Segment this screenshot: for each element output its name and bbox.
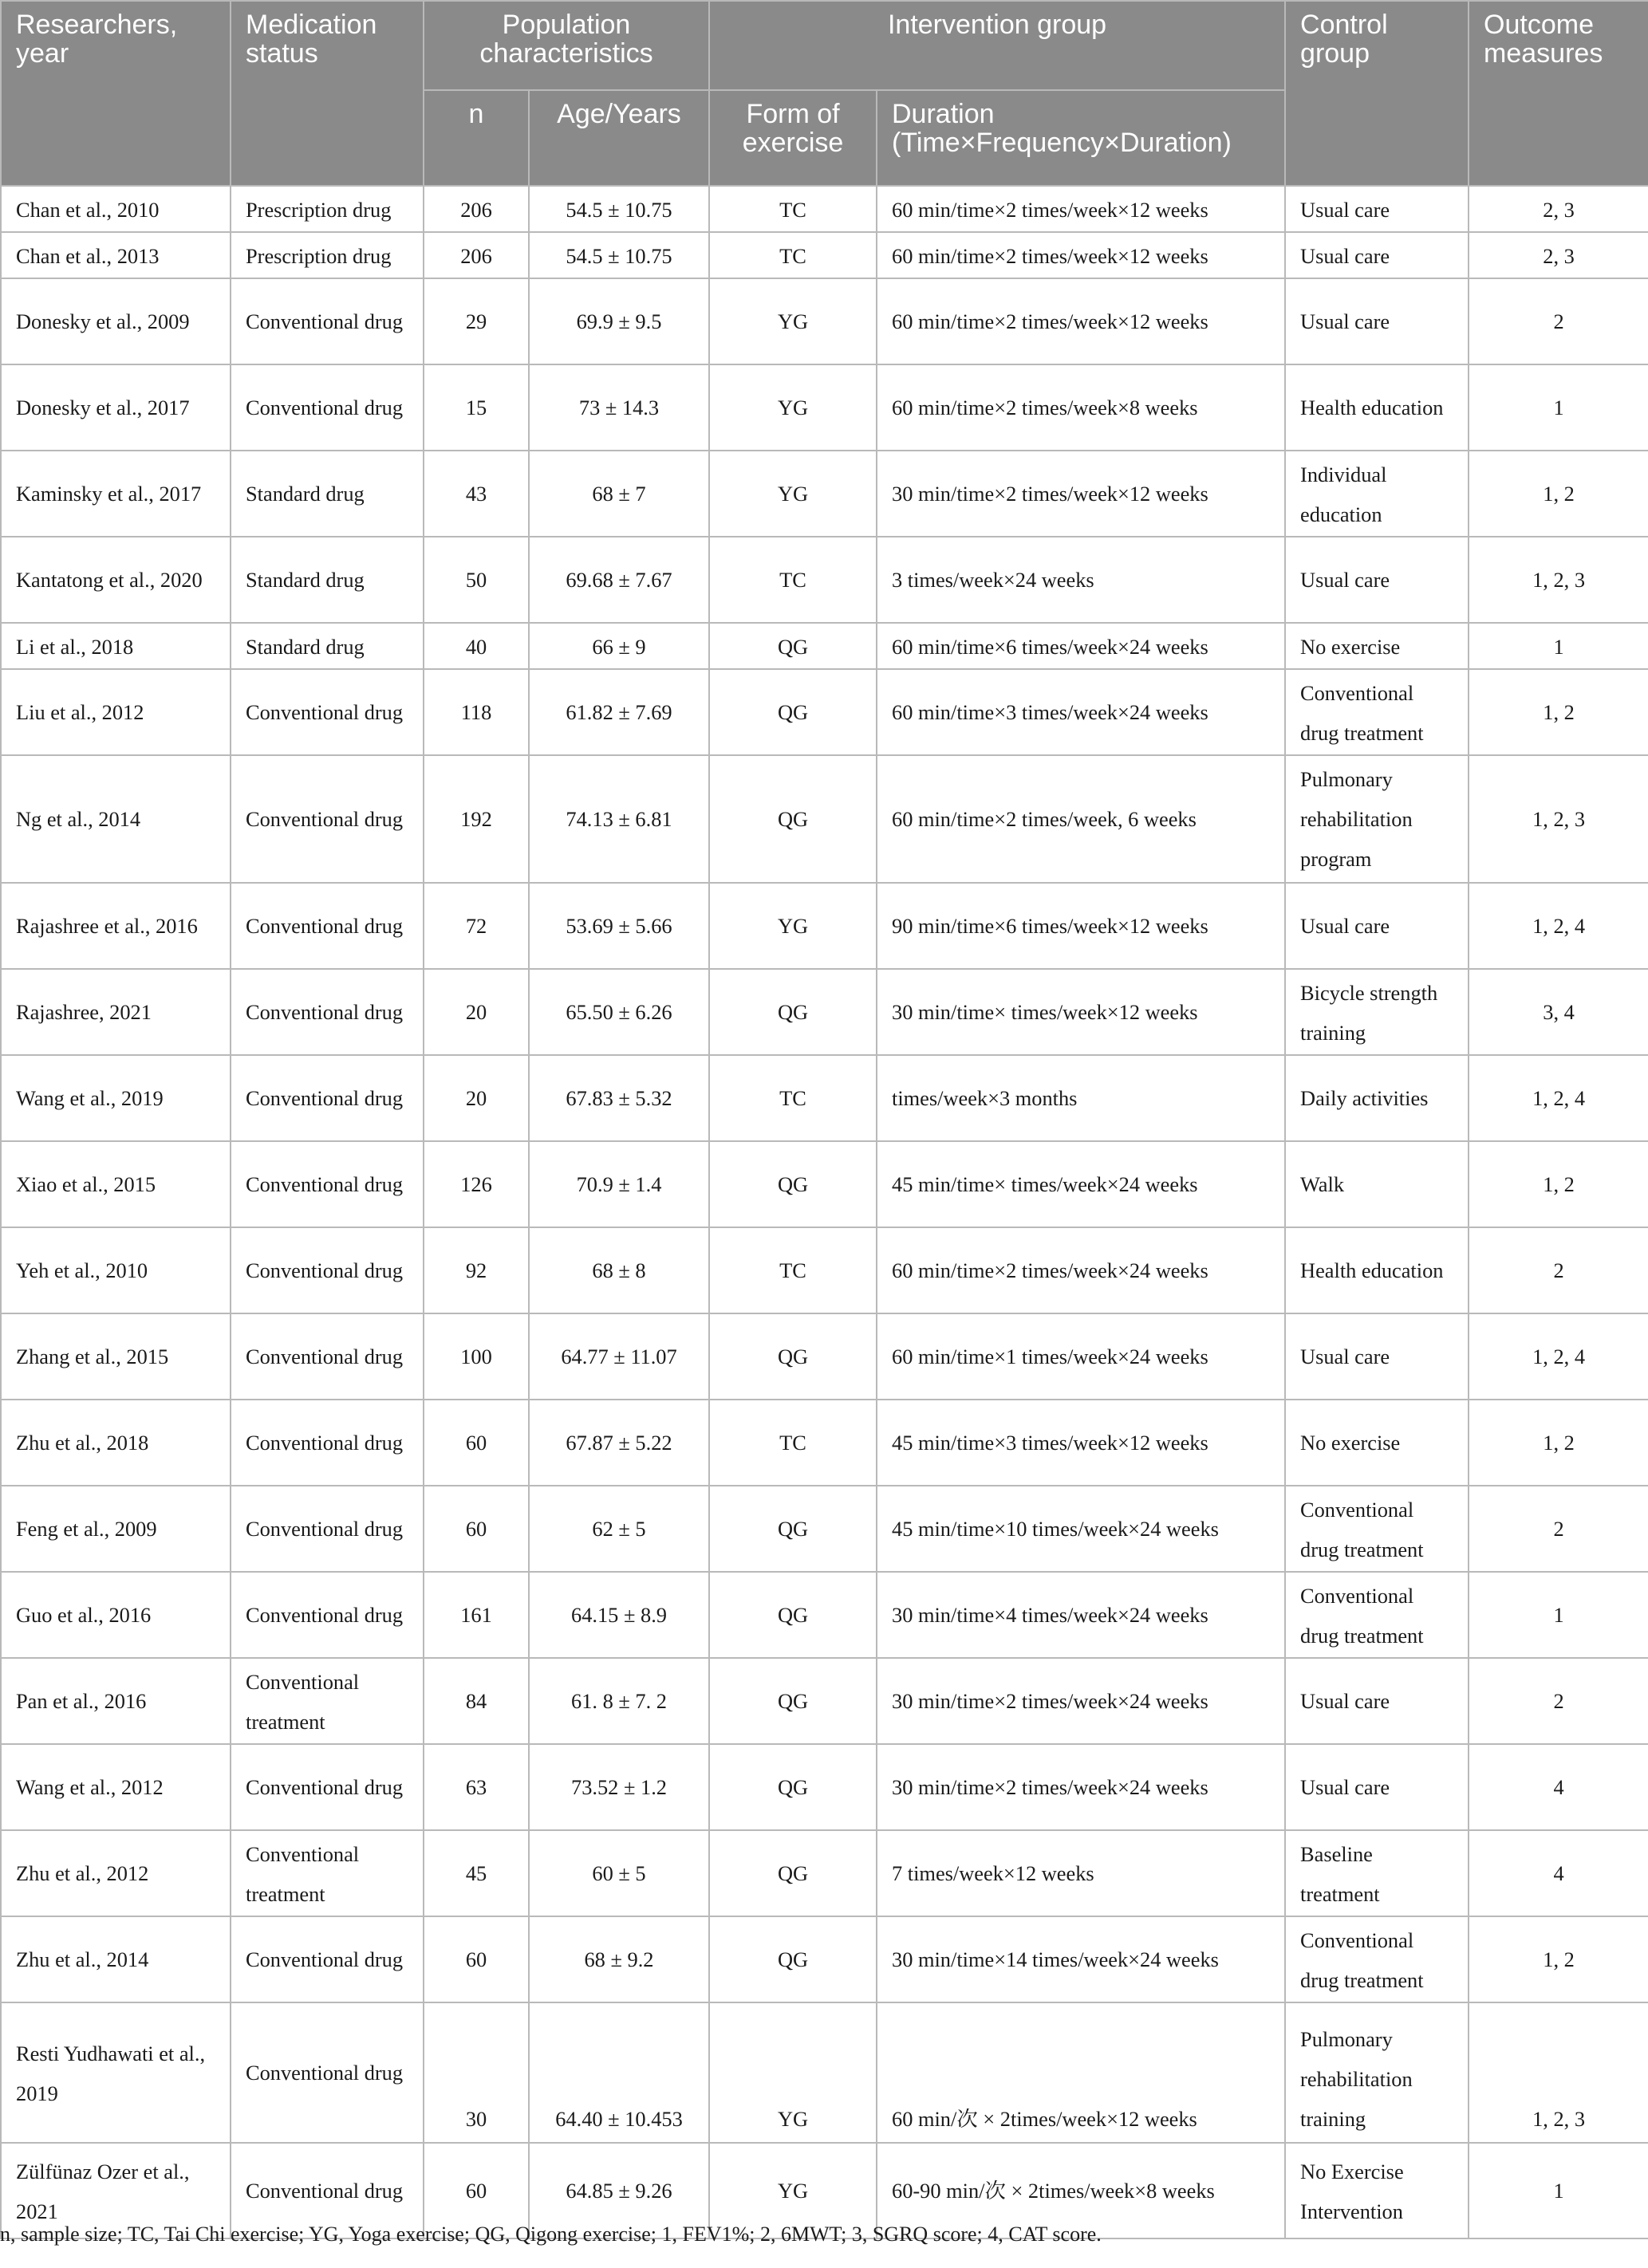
cell-medication-status: Standard drug — [231, 451, 424, 537]
cell-n: 118 — [424, 669, 529, 755]
cell-age: 60 ± 5 — [529, 1830, 709, 1916]
cell-outcome-measures: 1, 2, 4 — [1469, 1313, 1648, 1400]
cell-control-group: Conventional drug treatment — [1285, 1572, 1469, 1658]
cell-researchers: Kantatong et al., 2020 — [1, 537, 231, 623]
table-row — [1, 278, 1648, 364]
cell-duration: 60 min/time×2 times/week×24 weeks — [877, 1227, 1285, 1313]
cell-duration: 60 min/次 × 2times/week×12 weeks — [877, 2002, 1285, 2143]
cell-age: 66 ± 9 — [529, 623, 709, 669]
cell-n: 20 — [424, 969, 529, 1055]
header-form-of-exercise: Form of exercise — [709, 90, 877, 186]
cell-medication-status: Conventional drug — [231, 1055, 424, 1141]
cell-form-of-exercise: QG — [709, 1916, 877, 2002]
cell-age: 64.15 ± 8.9 — [529, 1572, 709, 1658]
cell-researchers: Yeh et al., 2010 — [1, 1227, 231, 1313]
table-row — [1, 1400, 1648, 1486]
cell-researchers: Liu et al., 2012 — [1, 669, 231, 755]
table-row — [1, 232, 1648, 278]
cell-n: 84 — [424, 1658, 529, 1744]
cell-age: 64.77 ± 11.07 — [529, 1313, 709, 1400]
header-intervention-group: Intervention group — [709, 1, 1285, 90]
cell-duration: 60-90 min/次 × 2times/week×8 weeks — [877, 2143, 1285, 2238]
cell-medication-status: Conventional drug — [231, 669, 424, 755]
cell-medication-status: Conventional drug — [231, 364, 424, 451]
cell-medication-status: Conventional drug — [231, 1141, 424, 1227]
cell-duration: 60 min/time×2 times/week×12 weeks — [877, 278, 1285, 364]
cell-form-of-exercise: QG — [709, 1141, 877, 1227]
cell-medication-status: Conventional drug — [231, 1572, 424, 1658]
cell-researchers: Kaminsky et al., 2017 — [1, 451, 231, 537]
table-row — [1, 451, 1648, 537]
cell-control-group: Conventional drug treatment — [1285, 1916, 1469, 2002]
cell-form-of-exercise: QG — [709, 1830, 877, 1916]
table-row — [1, 1572, 1648, 1658]
cell-outcome-measures: 2 — [1469, 1486, 1648, 1572]
cell-form-of-exercise: YG — [709, 364, 877, 451]
cell-medication-status: Conventional drug — [231, 278, 424, 364]
cell-n: 161 — [424, 1572, 529, 1658]
cell-control-group: Bicycle strength training — [1285, 969, 1469, 1055]
cell-n: 50 — [424, 537, 529, 623]
table-row — [1, 1744, 1648, 1830]
cell-medication-status: Prescription drug — [231, 186, 424, 232]
cell-form-of-exercise: YG — [709, 278, 877, 364]
cell-form-of-exercise: QG — [709, 623, 877, 669]
cell-duration: 45 min/time× times/week×24 weeks — [877, 1141, 1285, 1227]
cell-age: 69.9 ± 9.5 — [529, 278, 709, 364]
cell-outcome-measures: 1, 2 — [1469, 1400, 1648, 1486]
cell-age: 53.69 ± 5.66 — [529, 883, 709, 969]
cell-form-of-exercise: QG — [709, 669, 877, 755]
cell-n: 40 — [424, 623, 529, 669]
cell-medication-status: Conventional drug — [231, 1227, 424, 1313]
cell-age: 61.82 ± 7.69 — [529, 669, 709, 755]
cell-researchers: Chan et al., 2010 — [1, 186, 231, 232]
cell-medication-status: Conventional drug — [231, 969, 424, 1055]
cell-age: 67.87 ± 5.22 — [529, 1400, 709, 1486]
cell-age: 74.13 ± 6.81 — [529, 755, 709, 883]
cell-form-of-exercise: QG — [709, 1572, 877, 1658]
cell-form-of-exercise: TC — [709, 1400, 877, 1486]
header-age: Age/Years — [529, 90, 709, 186]
header-population-characteristics: Population characteristics — [424, 1, 709, 90]
cell-duration: 30 min/time×2 times/week×24 weeks — [877, 1744, 1285, 1830]
cell-researchers: Feng et al., 2009 — [1, 1486, 231, 1572]
cell-outcome-measures: 1, 2 — [1469, 669, 1648, 755]
cell-control-group: Usual care — [1285, 1658, 1469, 1744]
cell-age: 61. 8 ± 7. 2 — [529, 1658, 709, 1744]
table-row — [1, 1830, 1648, 1916]
cell-n: 100 — [424, 1313, 529, 1400]
table-footnote: n, sample size; TC, Tai Chi exercise; YG, Yoga exercise; QG, Qigong exercise; 1, FEV1%; 2, 6MWT; 3, SGRQ score; 4, CAT score. — [0, 2222, 1102, 2246]
table-row — [1, 1055, 1648, 1141]
cell-age: 68 ± 7 — [529, 451, 709, 537]
table-row — [1, 1658, 1648, 1744]
header-outcome-measures: Outcome measures — [1469, 1, 1648, 186]
cell-form-of-exercise: YG — [709, 2143, 877, 2238]
cell-medication-status: Conventional drug — [231, 1313, 424, 1400]
cell-duration: 60 min/time×2 times/week×12 weeks — [877, 186, 1285, 232]
header-control-group: Control group — [1285, 1, 1469, 186]
cell-outcome-measures: 1, 2, 3 — [1469, 537, 1648, 623]
cell-form-of-exercise: TC — [709, 537, 877, 623]
cell-n: 72 — [424, 883, 529, 969]
cell-control-group: Usual care — [1285, 883, 1469, 969]
cell-n: 15 — [424, 364, 529, 451]
cell-outcome-measures: 2, 3 — [1469, 232, 1648, 278]
cell-duration: 30 min/time×2 times/week×12 weeks — [877, 451, 1285, 537]
cell-control-group: Conventional drug treatment — [1285, 1486, 1469, 1572]
cell-researchers: Guo et al., 2016 — [1, 1572, 231, 1658]
cell-medication-status: Conventional drug — [231, 1744, 424, 1830]
cell-n: 60 — [424, 2143, 529, 2238]
cell-researchers: Wang et al., 2012 — [1, 1744, 231, 1830]
cell-control-group: Usual care — [1285, 1313, 1469, 1400]
cell-researchers: Ng et al., 2014 — [1, 755, 231, 883]
cell-form-of-exercise: QG — [709, 1658, 877, 1744]
cell-outcome-measures: 1 — [1469, 2143, 1648, 2238]
cell-medication-status: Conventional drug — [231, 2143, 424, 2238]
cell-duration: 7 times/week×12 weeks — [877, 1830, 1285, 1916]
cell-n: 63 — [424, 1744, 529, 1830]
cell-medication-status: Conventional drug — [231, 1916, 424, 2002]
cell-form-of-exercise: QG — [709, 1744, 877, 1830]
cell-n: 192 — [424, 755, 529, 883]
cell-researchers: Zhang et al., 2015 — [1, 1313, 231, 1400]
cell-form-of-exercise: QG — [709, 969, 877, 1055]
cell-duration: 30 min/time× times/week×12 weeks — [877, 969, 1285, 1055]
cell-researchers: Chan et al., 2013 — [1, 232, 231, 278]
cell-medication-status: Standard drug — [231, 623, 424, 669]
cell-control-group: Daily activities — [1285, 1055, 1469, 1141]
cell-age: 69.68 ± 7.67 — [529, 537, 709, 623]
cell-n: 60 — [424, 1400, 529, 1486]
cell-age: 54.5 ± 10.75 — [529, 232, 709, 278]
cell-researchers: Li et al., 2018 — [1, 623, 231, 669]
cell-researchers: Zülfünaz Ozer et al., 2021 — [1, 2143, 231, 2238]
cell-control-group: No exercise — [1285, 1400, 1469, 1486]
cell-medication-status: Conventional drug — [231, 883, 424, 969]
cell-outcome-measures: 4 — [1469, 1744, 1648, 1830]
cell-n: 45 — [424, 1830, 529, 1916]
cell-form-of-exercise: YG — [709, 451, 877, 537]
table-row — [1, 755, 1648, 883]
cell-duration: 3 times/week×24 weeks — [877, 537, 1285, 623]
cell-n: 29 — [424, 278, 529, 364]
cell-form-of-exercise: QG — [709, 1486, 877, 1572]
cell-control-group: Usual care — [1285, 1744, 1469, 1830]
cell-form-of-exercise: QG — [709, 755, 877, 883]
cell-n: 126 — [424, 1141, 529, 1227]
cell-duration: 90 min/time×6 times/week×12 weeks — [877, 883, 1285, 969]
cell-medication-status: Conventional treatment — [231, 1658, 424, 1744]
cell-duration: 60 min/time×1 times/week×24 weeks — [877, 1313, 1285, 1400]
cell-n: 60 — [424, 1916, 529, 2002]
cell-duration: 45 min/time×3 times/week×12 weeks — [877, 1400, 1285, 1486]
cell-outcome-measures: 1, 2 — [1469, 1141, 1648, 1227]
cell-outcome-measures: 1, 2 — [1469, 1916, 1648, 2002]
cell-control-group: Pulmonary rehabilitation program — [1285, 755, 1469, 883]
cell-outcome-measures: 1 — [1469, 623, 1648, 669]
cell-outcome-measures: 2 — [1469, 278, 1648, 364]
cell-age: 65.50 ± 6.26 — [529, 969, 709, 1055]
cell-outcome-measures: 1, 2, 3 — [1469, 755, 1648, 883]
header-n: n — [424, 90, 529, 186]
cell-researchers: Rajashree et al., 2016 — [1, 883, 231, 969]
cell-form-of-exercise: TC — [709, 186, 877, 232]
cell-control-group: Usual care — [1285, 186, 1469, 232]
cell-duration: 60 min/time×3 times/week×24 weeks — [877, 669, 1285, 755]
cell-researchers: Donesky et al., 2017 — [1, 364, 231, 451]
cell-medication-status: Prescription drug — [231, 232, 424, 278]
cell-duration: 30 min/time×4 times/week×24 weeks — [877, 1572, 1285, 1658]
cell-n: 30 — [424, 2002, 529, 2143]
cell-researchers: Resti Yudhawati et al., 2019 — [1, 2002, 231, 2143]
cell-medication-status: Conventional drug — [231, 1400, 424, 1486]
cell-researchers: Rajashree, 2021 — [1, 969, 231, 1055]
table-row — [1, 623, 1648, 669]
cell-duration: 60 min/time×2 times/week×12 weeks — [877, 232, 1285, 278]
cell-form-of-exercise: TC — [709, 1227, 877, 1313]
table-row — [1, 1486, 1648, 1572]
cell-duration: times/week×3 months — [877, 1055, 1285, 1141]
table-row — [1, 669, 1648, 755]
cell-duration: 30 min/time×2 times/week×24 weeks — [877, 1658, 1285, 1744]
cell-form-of-exercise: TC — [709, 1055, 877, 1141]
cell-age: 62 ± 5 — [529, 1486, 709, 1572]
table-row — [1, 537, 1648, 623]
cell-age: 54.5 ± 10.75 — [529, 186, 709, 232]
cell-duration: 45 min/time×10 times/week×24 weeks — [877, 1486, 1285, 1572]
cell-medication-status: Conventional treatment — [231, 1830, 424, 1916]
cell-control-group: Pulmonary rehabilitation training — [1285, 2002, 1469, 2143]
cell-control-group: No exercise — [1285, 623, 1469, 669]
cell-age: 67.83 ± 5.32 — [529, 1055, 709, 1141]
cell-outcome-measures: 1, 2, 3 — [1469, 2002, 1648, 2143]
cell-control-group: Walk — [1285, 1141, 1469, 1227]
cell-age: 64.40 ± 10.453 — [529, 2002, 709, 2143]
table-row — [1, 969, 1648, 1055]
cell-n: 43 — [424, 451, 529, 537]
cell-outcome-measures: 2, 3 — [1469, 186, 1648, 232]
cell-age: 70.9 ± 1.4 — [529, 1141, 709, 1227]
table-row — [1, 2002, 1648, 2143]
cell-age: 73.52 ± 1.2 — [529, 1744, 709, 1830]
cell-n: 92 — [424, 1227, 529, 1313]
table-row — [1, 186, 1648, 232]
cell-researchers: Zhu et al., 2018 — [1, 1400, 231, 1486]
cell-outcome-measures: 1, 2 — [1469, 451, 1648, 537]
cell-medication-status: Conventional drug — [231, 2002, 424, 2143]
cell-form-of-exercise: TC — [709, 232, 877, 278]
cell-researchers: Zhu et al., 2014 — [1, 1916, 231, 2002]
cell-duration: 60 min/time×2 times/week×8 weeks — [877, 364, 1285, 451]
cell-outcome-measures: 1, 2, 4 — [1469, 1055, 1648, 1141]
cell-medication-status: Conventional drug — [231, 755, 424, 883]
cell-duration: 60 min/time×2 times/week, 6 weeks — [877, 755, 1285, 883]
cell-outcome-measures: 1, 2, 4 — [1469, 883, 1648, 969]
cell-form-of-exercise: QG — [709, 1313, 877, 1400]
cell-researchers: Donesky et al., 2009 — [1, 278, 231, 364]
cell-n: 206 — [424, 232, 529, 278]
table-row — [1, 1141, 1648, 1227]
cell-outcome-measures: 4 — [1469, 1830, 1648, 1916]
table-row — [1, 883, 1648, 969]
cell-researchers: Pan et al., 2016 — [1, 1658, 231, 1744]
table-row — [1, 1313, 1648, 1400]
cell-outcome-measures: 2 — [1469, 1658, 1648, 1744]
cell-control-group: Conventional drug treatment — [1285, 669, 1469, 755]
cell-researchers: Wang et al., 2019 — [1, 1055, 231, 1141]
cell-outcome-measures: 1 — [1469, 364, 1648, 451]
cell-control-group: Baseline treatment — [1285, 1830, 1469, 1916]
table-row — [1, 364, 1648, 451]
cell-control-group: Usual care — [1285, 278, 1469, 364]
header-researchers: Researchers, year — [1, 1, 231, 186]
cell-medication-status: Conventional drug — [231, 1486, 424, 1572]
cell-control-group: Health education — [1285, 1227, 1469, 1313]
cell-outcome-measures: 3, 4 — [1469, 969, 1648, 1055]
cell-age: 73 ± 14.3 — [529, 364, 709, 451]
cell-medication-status: Standard drug — [231, 537, 424, 623]
cell-age: 68 ± 8 — [529, 1227, 709, 1313]
header-duration: Duration (Time×Frequency×Duration) — [877, 90, 1285, 186]
cell-n: 20 — [424, 1055, 529, 1141]
cell-duration: 60 min/time×6 times/week×24 weeks — [877, 623, 1285, 669]
cell-control-group: Usual care — [1285, 537, 1469, 623]
cell-n: 60 — [424, 1486, 529, 1572]
cell-researchers: Zhu et al., 2012 — [1, 1830, 231, 1916]
cell-outcome-measures: 1 — [1469, 1572, 1648, 1658]
cell-form-of-exercise: YG — [709, 883, 877, 969]
cell-control-group: Usual care — [1285, 232, 1469, 278]
cell-duration: 30 min/time×14 times/week×24 weeks — [877, 1916, 1285, 2002]
cell-age: 64.85 ± 9.26 — [529, 2143, 709, 2238]
table-row — [1, 1227, 1648, 1313]
cell-control-group: No Exercise Intervention — [1285, 2143, 1469, 2238]
cell-outcome-measures: 2 — [1469, 1227, 1648, 1313]
cell-control-group: Health education — [1285, 364, 1469, 451]
header-medication-status: Medication status — [231, 1, 424, 186]
cell-form-of-exercise: YG — [709, 2002, 877, 2143]
cell-researchers: Xiao et al., 2015 — [1, 1141, 231, 1227]
table-body — [1, 186, 1648, 2238]
table-row — [1, 1916, 1648, 2002]
cell-age: 68 ± 9.2 — [529, 1916, 709, 2002]
table-header — [1, 1, 1648, 186]
cell-control-group: Individual education — [1285, 451, 1469, 537]
cell-n: 206 — [424, 186, 529, 232]
